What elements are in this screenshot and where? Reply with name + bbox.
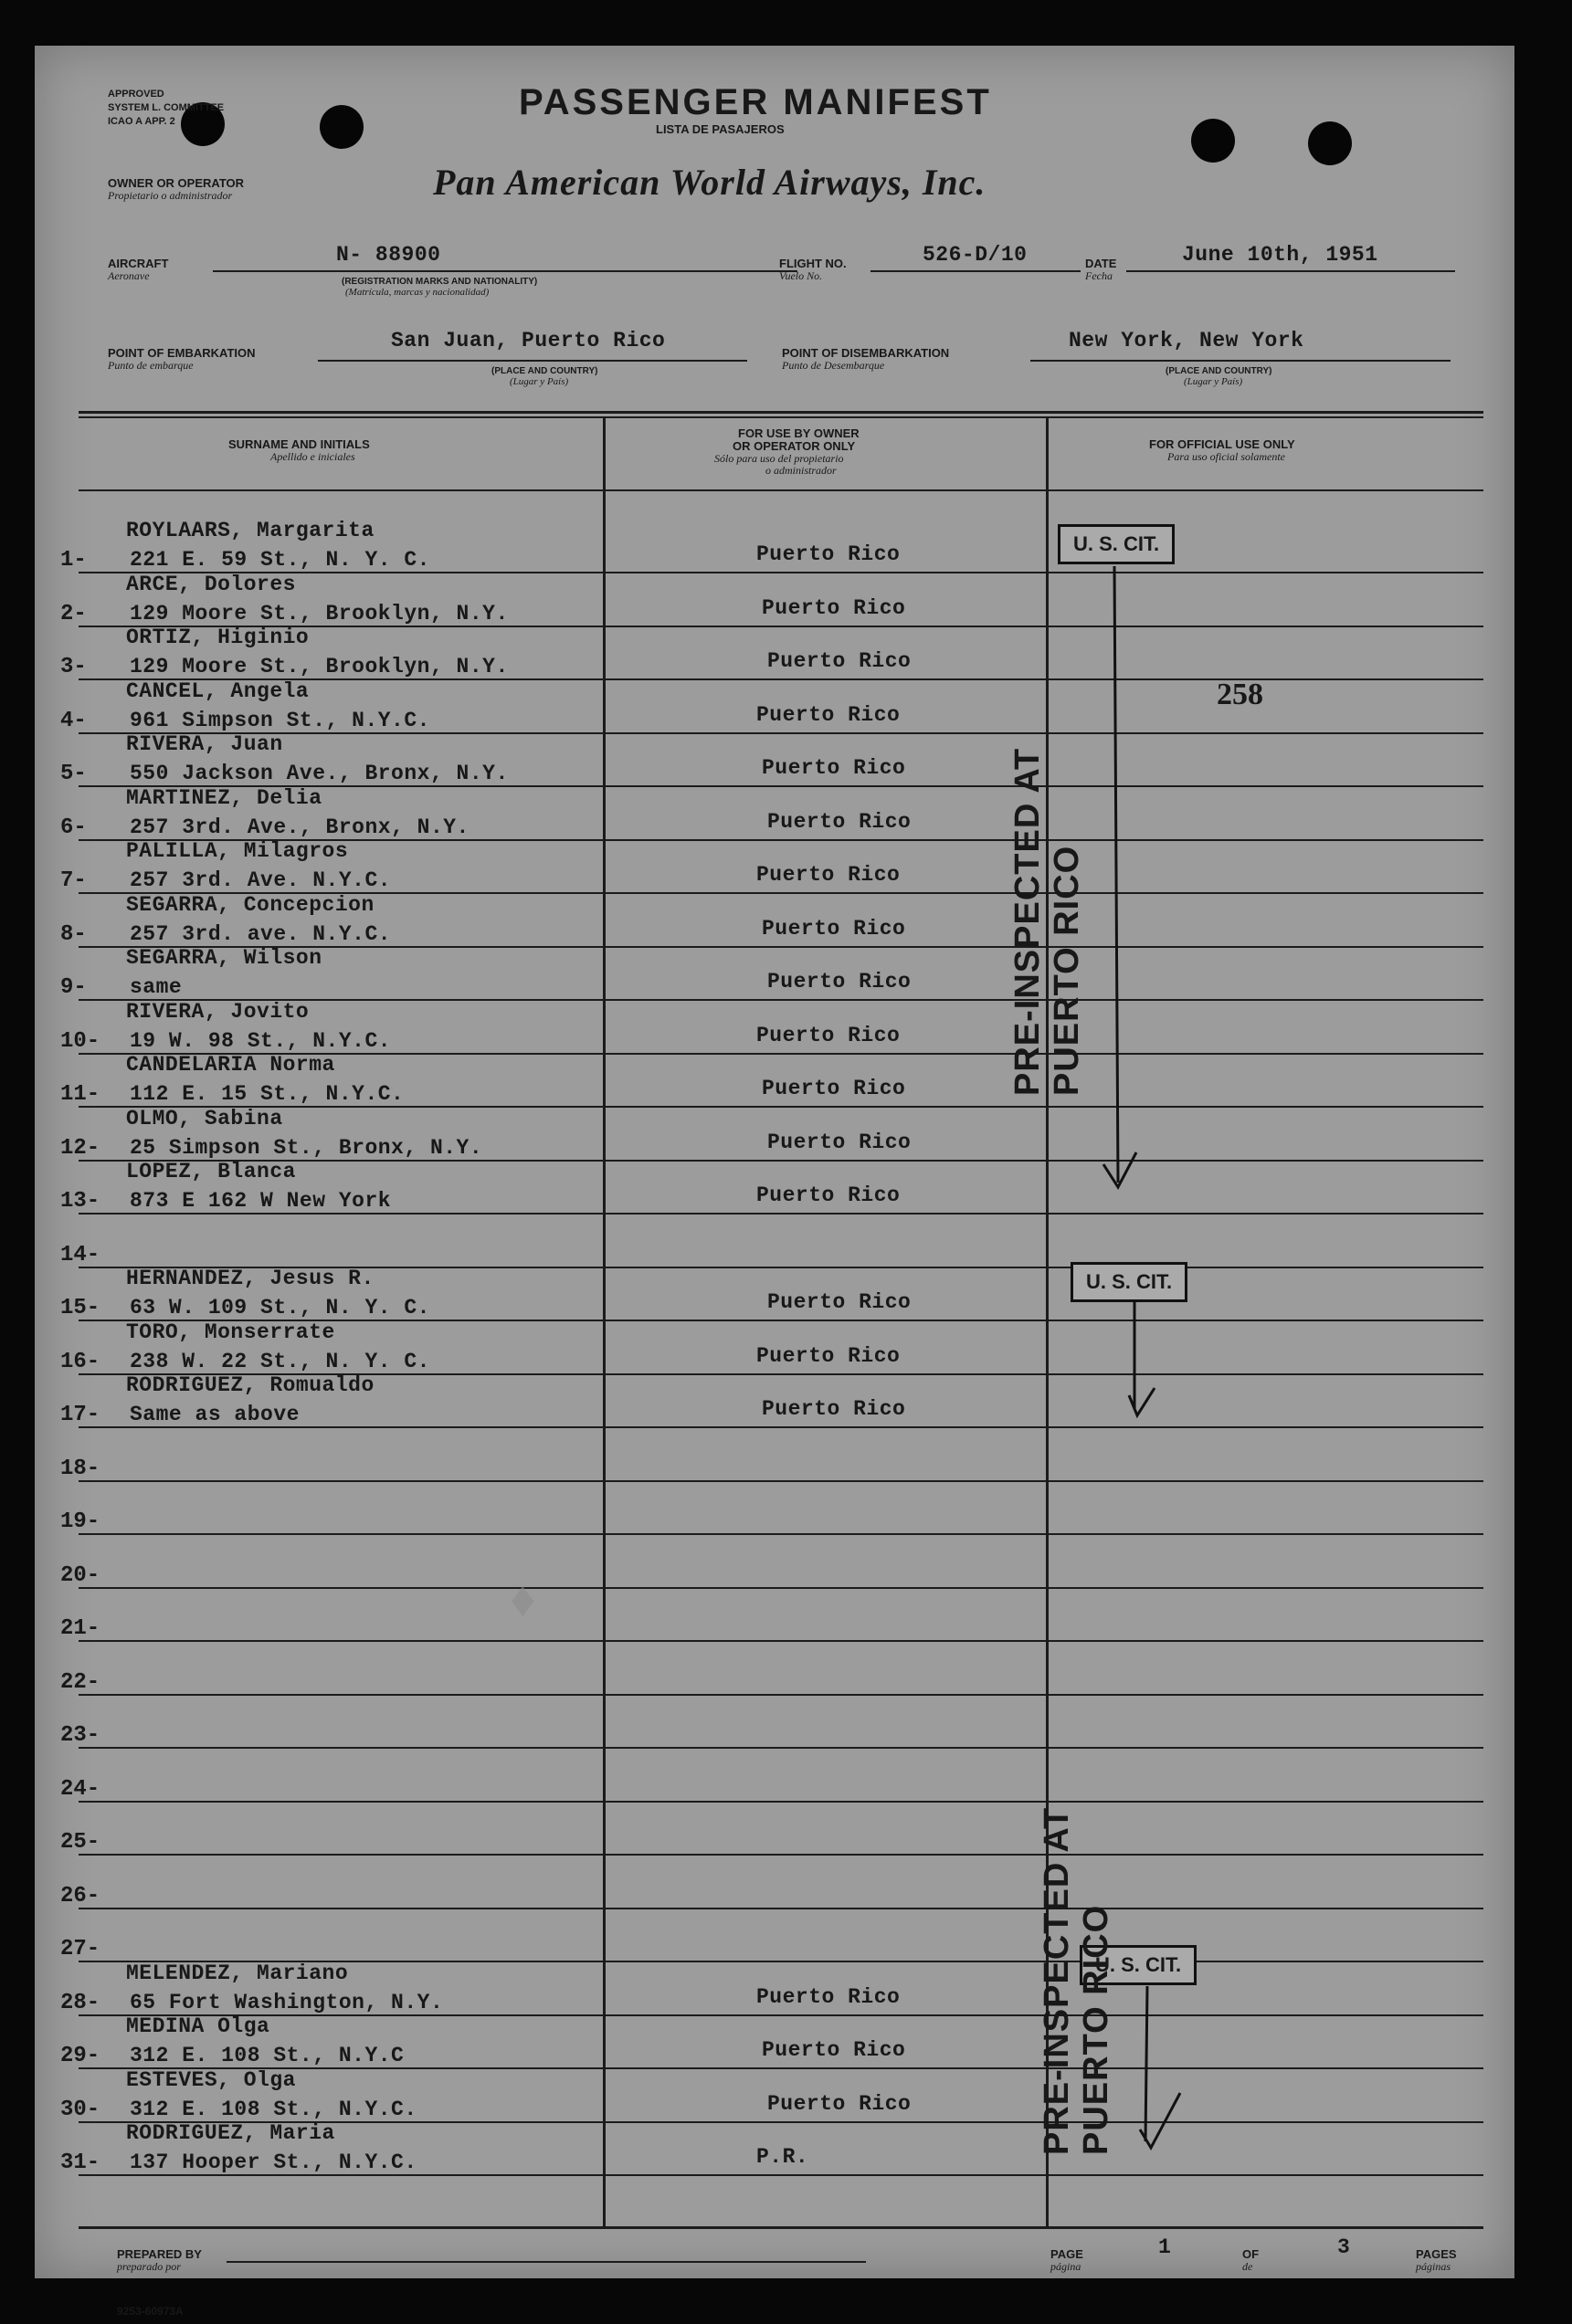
passenger-address: 550 Jackson Ave., Bronx, N.Y. [130,762,509,785]
owner-use-entry: Puerto Rico [762,1397,906,1421]
row-number: 14- [60,1242,100,1267]
passenger-address: 112 E. 15 St., N.Y.C. [130,1082,405,1106]
passenger-name: SEGARRA, Concepcion [126,892,375,917]
row-number: 25- [60,1830,100,1855]
owner-use-entry: Puerto Rico [756,542,901,566]
of-label-es: de [1242,2260,1253,2273]
passenger-name: TORO, Monserrate [126,1320,335,1344]
passenger-name: ROYLAARS, Margarita [126,519,375,542]
passenger-name: ARCE, Dolores [126,572,296,596]
owner-use-entry: Puerto Rico [767,1130,912,1154]
passenger-name: CANDELARIA Norma [126,1053,335,1077]
owner-use-header-2: OR OPERATOR ONLY [733,439,856,453]
check-marks [35,46,1514,2278]
passenger-name: CANCEL, Angela [126,678,310,703]
row-number: 18- [60,1456,100,1481]
us-cit-stamp: U. S. CIT. [1071,1262,1187,1302]
passenger-address: Same as above [130,1403,300,1426]
row-number: 28- [60,1990,100,2015]
row-number: 10- [60,1028,100,1054]
passenger-name: MEDINA Olga [126,2014,270,2038]
registration-label: (REGISTRATION MARKS AND NATIONALITY) [342,277,538,287]
owner-use-entry: Puerto Rico [762,916,906,941]
embark-label-es: Punto de embarque [108,359,194,372]
passenger-name: ORTIZ, Higinio [126,626,310,649]
passenger-address: 312 E. 108 St., N.Y.C [130,2044,405,2067]
of-label: OF [1242,2247,1260,2261]
passenger-name: RIVERA, Juan [126,732,283,756]
prepared-line [227,2261,866,2263]
approval-line-3: ICAO A APP. 2 [108,116,175,127]
disembark-place-label: (PLACE AND COUNTRY) [1166,366,1272,376]
row-number: 24- [60,1776,100,1802]
row-number: 23- [60,1723,100,1748]
disembark-label-es: Punto de Desembarque [782,359,885,372]
surname-header: SURNAME AND INITIALS [228,437,370,451]
embark-label: POINT OF EMBARKATION [108,346,256,360]
owner-use-entry: P.R. [756,2145,809,2169]
flight-label: FLIGHT NO. [779,257,847,270]
passenger-address: 129 Moore St., Brooklyn, N.Y. [130,655,509,678]
surname-header-es: Apellido e iniciales [270,450,355,463]
page-title-es: LISTA DE PASAJEROS [656,122,785,136]
pages-label-es: páginas [1416,2260,1451,2273]
row-number: 3- [60,655,87,679]
passenger-address: same [130,975,183,999]
row-number: 2- [60,601,87,626]
owner-use-entry: Puerto Rico [756,702,901,727]
passenger-name: SEGARRA, Wilson [126,946,322,970]
embark-place-label-es: (Lugar y País) [510,376,569,387]
owner-use-entry: Puerto Rico [756,1343,901,1368]
owner-use-entry: Puerto Rico [756,1984,901,2009]
approval-line-1: APPROVED [108,89,164,100]
operator-name: Pan American World Airways, Inc. [433,162,986,203]
owner-use-entry: Puerto Rico [762,756,906,780]
passenger-address: 63 W. 109 St., N. Y. C. [130,1296,430,1320]
page-value: 1 [1158,2235,1172,2259]
passenger-name: LOPEZ, Blanca [126,1160,296,1183]
official-count: 258 [1217,678,1263,711]
passenger-address: 137 Hooper St., N.Y.C. [130,2150,417,2174]
check-icon [1129,1388,1155,1415]
passenger-address: 257 3rd. Ave. N.Y.C. [130,868,392,892]
passenger-name: MELENDEZ, Mariano [126,1961,349,1985]
date-label: DATE [1085,257,1117,270]
prepared-label: PREPARED BY [117,2247,202,2261]
passenger-address: 873 E 162 W New York [130,1189,392,1213]
pages-label: PAGES [1416,2247,1457,2261]
passenger-name: ESTEVES, Olga [126,2067,296,2092]
disembark-value: New York, New York [1069,329,1304,352]
owner-use-entry: Puerto Rico [767,809,912,834]
passenger-address: 961 Simpson St., N.Y.C. [130,708,430,732]
row-number: 17- [60,1403,100,1427]
row-number: 7- [60,868,87,893]
passenger-name: MARTINEZ, Delia [126,785,322,810]
owner-use-entry: Puerto Rico [767,970,912,994]
owner-use-header-1: FOR USE BY OWNER [738,426,860,440]
page-label-es: página [1050,2260,1081,2273]
passenger-address: 19 W. 98 St., N.Y.C. [130,1028,392,1053]
footer-rule [79,2226,1483,2229]
pre-inspected-stamp: PRE-INSPECTED AT PUERTO RICO [1038,1806,1115,2155]
passenger-name: RODRIGUEZ, Romualdo [126,1373,375,1397]
row-number: 16- [60,1349,100,1374]
row-number: 6- [60,815,87,840]
passenger-address: 25 Simpson St., Bronx, N.Y. [130,1135,483,1160]
page-title: PASSENGER MANIFEST [519,82,992,122]
row-number: 9- [60,975,87,1000]
row-number: 15- [60,1296,100,1320]
row-number: 4- [60,708,87,733]
owner-use-entry: Puerto Rico [767,1290,912,1314]
row-number: 5- [60,762,87,786]
passenger-name: PALILLA, Milagros [126,839,349,863]
owner-use-entry: Puerto Rico [762,1077,906,1100]
row-number: 31- [60,2150,100,2175]
date-label-es: Fecha [1085,269,1113,282]
page-label: PAGE [1050,2247,1083,2261]
aircraft-label: AIRCRAFT [108,257,169,270]
passenger-address: 312 E. 108 St., N.Y.C. [130,2097,417,2121]
owner-use-entry: Puerto Rico [756,1183,901,1207]
passenger-address: 65 Fort Washington, N.Y. [130,1990,444,2014]
owner-label-es: Propietario o administrador [108,189,233,202]
owner-use-entry: Puerto Rico [767,2091,912,2116]
embark-value: San Juan, Puerto Rico [391,329,666,352]
passenger-name: OLMO, Sabina [126,1106,283,1130]
manifest-sheet [35,46,1514,2318]
watermark-mark: ♦ [510,1572,547,1628]
passenger-name: RIVERA, Jovito [126,999,310,1024]
us-cit-stamp: U. S. CIT. [1058,524,1175,564]
disembark-label: POINT OF DISEMBARKATION [782,346,950,360]
approval-line-2: SYSTEM L. COMMITTEE [108,102,225,113]
official-header-es: Para uso oficial solamente [1167,450,1285,463]
owner-use-entry: Puerto Rico [767,649,912,673]
bracket-line [1145,1986,1147,2141]
passenger-address: 238 W. 22 St., N. Y. C. [130,1349,430,1373]
form-number: 9253-60973A [117,2305,184,2318]
row-number: 27- [60,1937,100,1961]
passenger-address: 257 3rd. Ave., Bronx, N.Y. [130,815,469,839]
owner-use-header-es-2: o administrador [765,464,837,477]
row-number: 26- [60,1883,100,1909]
date-value: June 10th, 1951 [1182,243,1378,267]
owner-label: OWNER OR OPERATOR [108,176,245,190]
row-number: 29- [60,2044,100,2068]
embark-place-label: (PLACE AND COUNTRY) [491,366,598,376]
passenger-name: HERNANDEZ, Jesus R. [126,1267,375,1290]
of-value: 3 [1337,2235,1351,2259]
row-number: 13- [60,1189,100,1214]
row-number: 8- [60,921,87,947]
bracket-line [1114,566,1118,1183]
flight-value: 526-D/10 [923,243,1028,267]
row-number: 30- [60,2097,100,2122]
owner-use-entry: Puerto Rico [756,1023,901,1047]
passenger-address: 257 3rd. ave. N.Y.C. [130,921,392,946]
owner-use-entry: Puerto Rico [756,863,901,887]
aircraft-label-es: Aeronave [108,269,150,282]
flight-label-es: Vuelo No. [779,269,823,282]
owner-use-header-es-1: Sólo para uso del propietario [714,452,844,465]
row-number: 22- [60,1669,100,1695]
registration-label-es: (Matrícula, marcas y nacionalidad) [345,287,490,298]
row-number: 11- [60,1082,100,1107]
pre-inspected-stamp: PRE-INSPECTED AT PUERTO RICO [1008,747,1086,1096]
passenger-address: 221 E. 59 St., N. Y. C. [130,548,430,572]
prepared-label-es: preparado por [117,2260,181,2273]
passenger-address: 129 Moore St., Brooklyn, N.Y. [130,601,509,626]
row-number: 20- [60,1562,100,1588]
row-number: 12- [60,1135,100,1161]
owner-use-entry: Puerto Rico [762,595,906,620]
row-number: 19- [60,1509,100,1534]
row-number: 1- [60,548,87,573]
owner-use-entry: Puerto Rico [762,2038,906,2062]
aircraft-value: N- 88900 [336,243,441,267]
row-number: 21- [60,1616,100,1641]
passenger-name: RODRIGUEZ, Maria [126,2121,335,2145]
us-cit-stamp: U. S. CIT. [1080,1945,1197,1985]
disembark-place-label-es: (Lugar y País) [1184,376,1243,387]
official-header: FOR OFFICIAL USE ONLY [1149,437,1295,451]
check-icon [1103,1152,1136,1187]
